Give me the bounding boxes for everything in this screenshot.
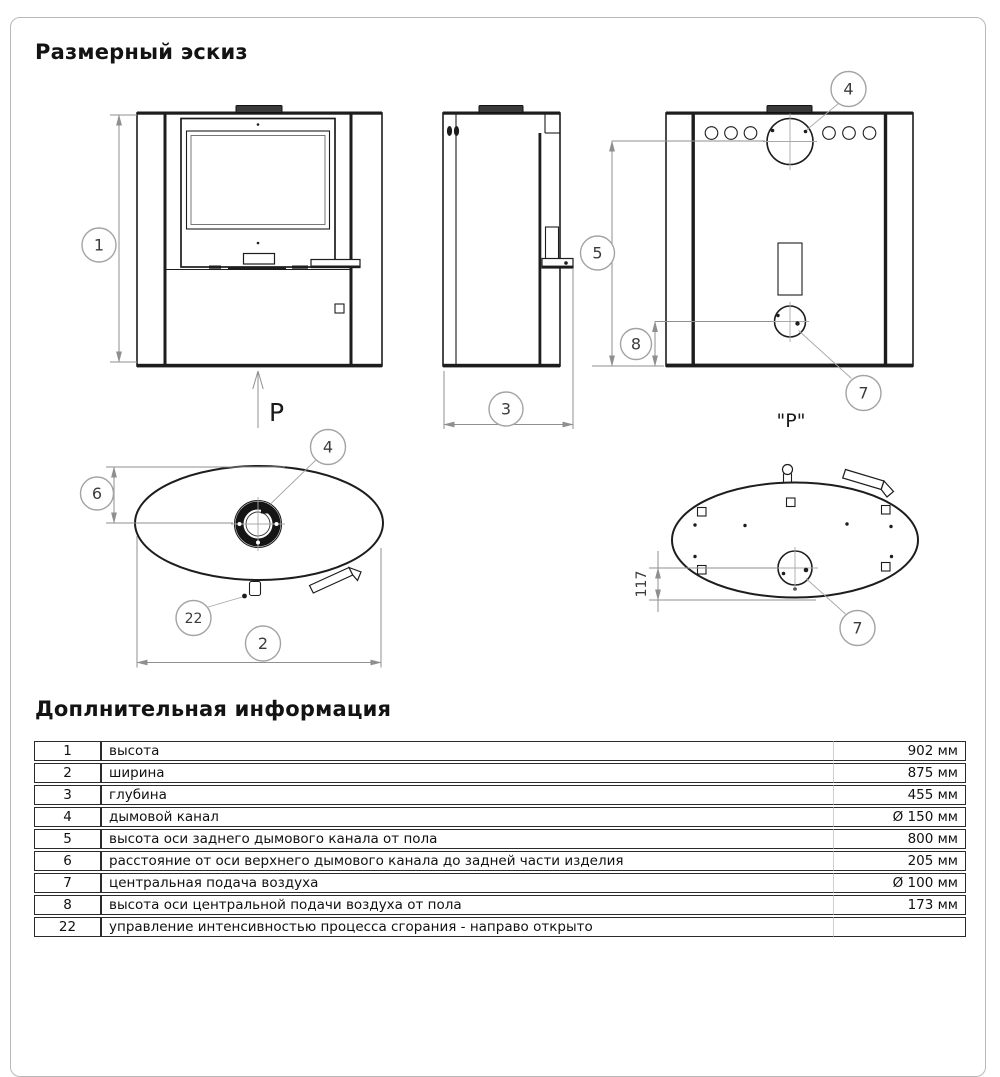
knob-bottom-view — [783, 465, 793, 475]
row-number: 6 — [34, 851, 101, 871]
mount-hole — [787, 498, 796, 507]
table-row — [34, 785, 966, 805]
row-description: дымовой канал — [101, 807, 834, 827]
air-control-opening — [335, 304, 344, 313]
row-number: 5 — [34, 829, 101, 849]
floor-arrow-label: P — [269, 398, 285, 427]
row-number: 3 — [34, 785, 101, 805]
table-row — [34, 807, 966, 827]
dimension-flue-offset — [81, 466, 286, 523]
info-table — [34, 739, 966, 939]
row-description: расстояние от оси верхнего дымового канала до задней части изделия — [101, 851, 834, 871]
row-description: высота — [101, 741, 834, 761]
hinge-icon — [447, 126, 452, 136]
row-number: 8 — [34, 895, 101, 915]
row-description: ширина — [101, 763, 834, 783]
callout-label-5: 5 — [592, 243, 603, 263]
rear-flue-stub — [546, 227, 559, 260]
dimension-height — [82, 114, 137, 362]
rear-view-label: "Р" — [776, 410, 806, 432]
mount-hole — [698, 566, 707, 575]
row-value: Ø 100 мм — [834, 873, 966, 893]
door-handle — [244, 254, 275, 265]
row-number: 2 — [34, 763, 101, 783]
vent-hole — [705, 127, 718, 140]
vent-hole — [744, 127, 757, 140]
dimension-flue-height — [581, 140, 766, 366]
callout-label-1: 1 — [93, 235, 105, 255]
top-view — [81, 430, 384, 668]
table-row — [34, 873, 966, 893]
hinge-icon — [454, 126, 459, 136]
dimension-air-height — [621, 321, 773, 367]
callout-label-22: 22 — [184, 611, 203, 627]
row-description: глубина — [101, 785, 834, 805]
top-cap — [236, 106, 282, 113]
vent-hole — [823, 127, 836, 140]
row-description: высота оси заднего дымового канала от пола — [101, 829, 834, 849]
row-number: 22 — [34, 917, 101, 937]
stove-door — [181, 119, 335, 268]
row-description: управление интенсивностью процесса сгорания - направо открыто — [101, 917, 834, 937]
row-description: центральная подача воздуха — [101, 873, 834, 893]
handle-bottom-view — [843, 470, 884, 490]
mount-hole — [882, 506, 891, 515]
table-row — [34, 851, 966, 871]
row-value: 455 мм — [834, 785, 966, 805]
vent-hole — [725, 127, 738, 140]
row-description: высота оси центральной подачи воздуха от пола — [101, 895, 834, 915]
callout-label-3: 3 — [500, 399, 512, 419]
callout-label-6: 6 — [91, 484, 103, 503]
dimension-depth — [443, 269, 573, 429]
sketch-title: Размерный эскиз — [35, 40, 248, 64]
callout-flue-rear — [807, 72, 867, 131]
row-value: 902 мм — [834, 741, 966, 761]
rear-slot — [778, 243, 802, 295]
table-title: Доплнительная информация — [35, 697, 392, 721]
table-row — [34, 895, 966, 915]
callout-combustion-control — [176, 594, 247, 636]
callout-label-7: 7 — [858, 383, 869, 403]
front-view — [82, 106, 382, 429]
row-value: 800 мм — [834, 829, 966, 849]
dimension-117-label: 117 — [634, 570, 650, 598]
row-value: 173 мм — [834, 895, 966, 915]
table-row — [34, 829, 966, 849]
row-value: 875 мм — [834, 763, 966, 783]
vent-hole — [863, 127, 876, 140]
dimension-117 — [634, 551, 816, 612]
row-value — [834, 917, 966, 937]
table-row — [34, 917, 966, 937]
rear-view — [581, 72, 914, 433]
mount-hole — [698, 508, 707, 517]
mount-hole — [882, 563, 891, 572]
row-number: 4 — [34, 807, 101, 827]
control-knob — [250, 582, 261, 596]
callout-label-2: 2 — [257, 634, 269, 653]
top-handle — [310, 568, 353, 594]
row-value: Ø 150 мм — [834, 807, 966, 827]
callout-label-4-top: 4 — [322, 437, 334, 457]
callout-label-7-bottom: 7 — [852, 618, 863, 638]
side-view — [443, 106, 574, 430]
callout-label-8: 8 — [630, 334, 642, 354]
row-number: 7 — [34, 873, 101, 893]
callout-label-4: 4 — [843, 79, 854, 99]
table-row — [34, 741, 966, 761]
vent-hole — [843, 127, 856, 140]
floor-arrow — [253, 371, 284, 428]
dimension-width — [136, 536, 381, 668]
bottom-view — [634, 465, 918, 646]
row-value: 205 мм — [834, 851, 966, 871]
table-row — [34, 763, 966, 783]
callout-air-rear — [799, 331, 882, 411]
row-number: 1 — [34, 741, 101, 761]
